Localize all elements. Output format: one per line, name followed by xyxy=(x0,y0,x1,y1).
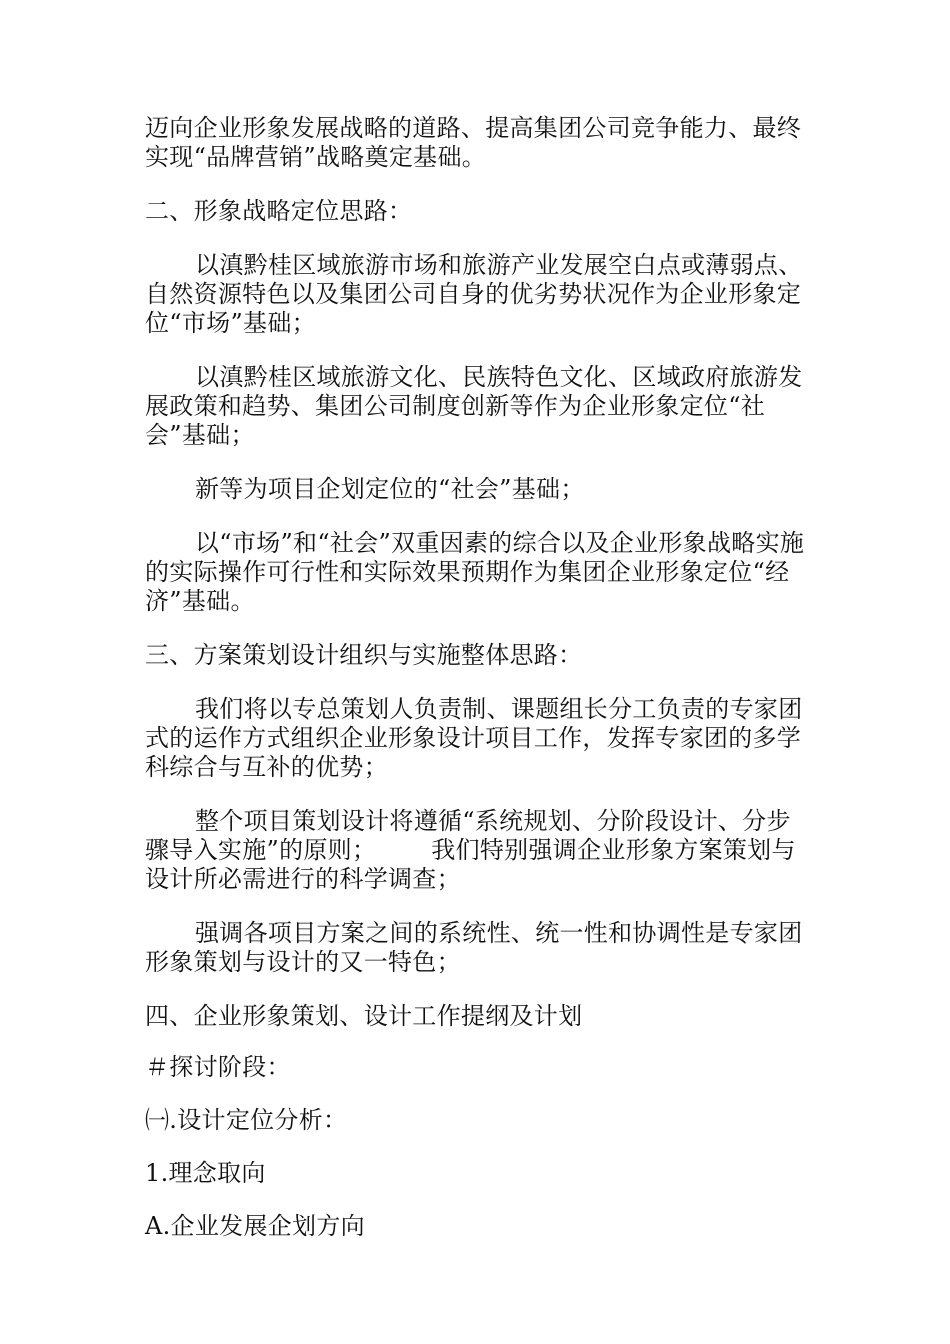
paragraph-expert-team: 我们将以专总策划人负责制、课题组长分工负责的专家团式的运作方式组织企业形象设计项目工作，发挥专家团的多学科综合与互补的优势； xyxy=(145,695,803,781)
list-item-concept-orientation: 1.理念取向 xyxy=(145,1159,266,1187)
document-body xyxy=(145,114,805,1265)
section-heading-2: 二、形象战略定位思路： xyxy=(145,197,413,225)
paragraph-intro-continuation: 迈向企业形象发展战略的道路、提高集团公司竞争能力、最终实现“品牌营销”战略奠定基础。 xyxy=(145,114,802,171)
scientific-survey-text: 我们特别强调企业形象方案策划与设计所必需进行的科学调查； xyxy=(145,836,796,893)
list-heading-exploration: ＃探讨阶段： xyxy=(145,1053,291,1081)
paragraph-project-social-basis: 新等为项目企划定位的“社会”基础； xyxy=(195,475,585,503)
list-item-enterprise-planning-direction: A.企业发展企划方向 xyxy=(145,1212,365,1240)
list-heading-design-positioning: ㈠.设计定位分析： xyxy=(145,1106,348,1134)
paragraph-system-consistency: 强调各项目方案之间的系统性、统一性和协调性是专家团形象策划与设计的又一特色； xyxy=(145,919,803,976)
paragraph-market-basis: 以滇黔桂区域旅游市场和旅游产业发展空白点或薄弱点、自然资源特色以及集团公司自身的优劣势状况作为企业形象定位“市场”基础； xyxy=(145,251,803,337)
section-heading-4: 四、企业形象策划、设计工作提纲及计划 xyxy=(145,1002,583,1030)
principles-text: 整个项目策划设计将遵循“系统规划、分阶段设计、分步骤导入实施”的原则； xyxy=(145,807,791,864)
paragraph-economic-basis: 以“市场”和“社会”双重因素的综合以及企业形象战略实施的实际操作可行性和实际效果预期作为集团企业形象定位“经济”基础。 xyxy=(145,529,805,615)
paragraph-social-basis: 以滇黔桂区域旅游文化、民族特色文化、区域政府旅游发展政策和趋势、集团公司制度创新等作为企业形象定位“社会”基础； xyxy=(145,363,803,449)
paragraph-principles xyxy=(145,807,805,894)
section-heading-3: 三、方案策划设计组织与实施整体思路： xyxy=(145,641,583,669)
